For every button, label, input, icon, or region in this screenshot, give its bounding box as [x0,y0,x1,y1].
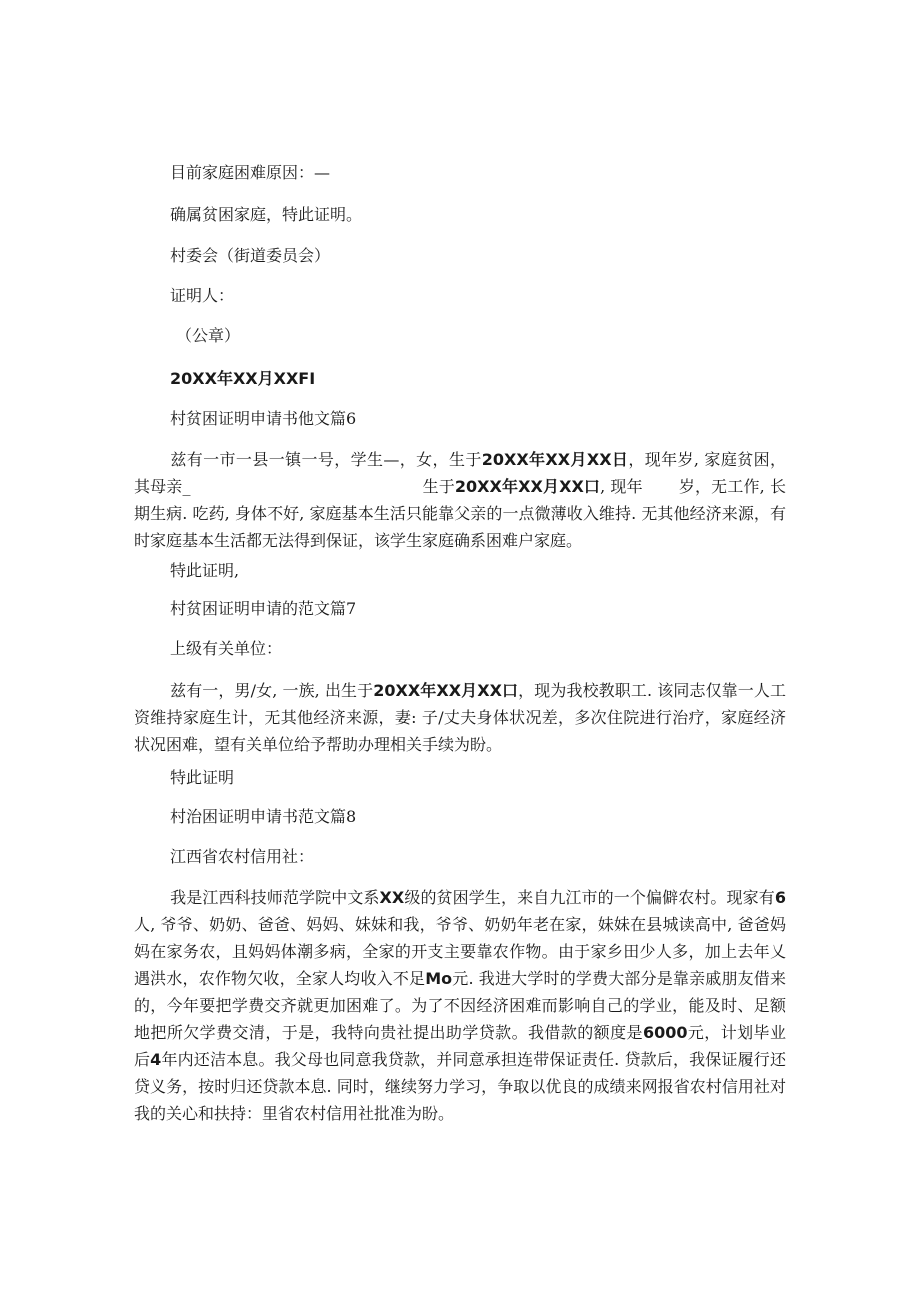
section-title-7: 村贫困证明申请的范文篇7 [170,599,357,618]
date-line [170,368,315,390]
village-committee: 村委会（街道委员会） [170,246,331,265]
section-title-6: 村贫困证明申请书他文篇6 [170,409,357,428]
closing-7: 特此证明 [170,768,235,787]
date-value: 20XX年XX月XXFI [170,369,316,388]
paragraph-6: 兹有一市一县一镇一号，学生—，女，生于20XX年XX月XX日，现年岁, 家庭贫困，其母亲_ 生于20XX年XX月XX口, 现年 岁，无工作, 长期生病. 吃药, 身体不好, 家庭基本生活只能靠父亲的一点微薄收入维持. 无其他经济来源，有时家庭基本生活都无法得到保证，该学生家庭确系困难户家庭。 [134,450,786,550]
section-title-8: 村治困证明申请书范文篇8 [170,807,357,826]
addressee-7: 上级有关单位： [170,639,283,658]
official-seal-label: （公章） [176,326,241,345]
family-difficulty-reason: 目前家庭困难原因：— [170,163,331,182]
closing-6: 特此证明, [170,561,240,580]
certifier-label: 证明人： [170,286,235,305]
confirmation-line: 确属贫困家庭，特此证明。 [170,205,363,224]
addressee-8: 江西省农村信用社： [170,847,315,866]
paragraph-7: 兹有一，男/女, 一族, 出生于20XX年XX月XX口，现为我校教职工. 该同志仅靠一人工资维持家庭生计，无其他经济来源，妻: 子/丈夫身体状况差，多次住院进行治疗，家庭经济状况困难，望有关单位给予帮助办理相关手续为盼。 [134,681,786,754]
paragraph-8: 我是江西科技师范学院中文系XX级的贫困学生，来自九江市的一个偏僻农村。现家有6人, 爷爷、奶奶、爸爸、妈妈、妹妹和我，爷爷、奶奶年老在家，妹妹在县城读高中, 爸爸妈妈在家务农，且妈妈体潮多病，全家的开支主要靠农作物。由于家乡田少人多，加上去年乂遇洪水，农作物欠收，全家人均收入不足Mo元. 我进大学时的学费大部分是靠亲戚朋友借来的，今年要把学费交齐就更加困难了。为了不因经济困难而影响自己的学业，能及时、足额地把所欠学费交清，于是，我特向贵社提出助学贷款。我借款的额度是6000元，计划毕业后4年内还洁本息。我父母也同意我贷款，并同意承担连带保证责任. 贷款后，我保证履行还贷义务，按时归还贷款本息. 同时，继续努力学习，争取以优良的成绩来网报省农村信用社对我的关心和扶持：里省农村信用社批准为盼。 [134,888,786,1123]
